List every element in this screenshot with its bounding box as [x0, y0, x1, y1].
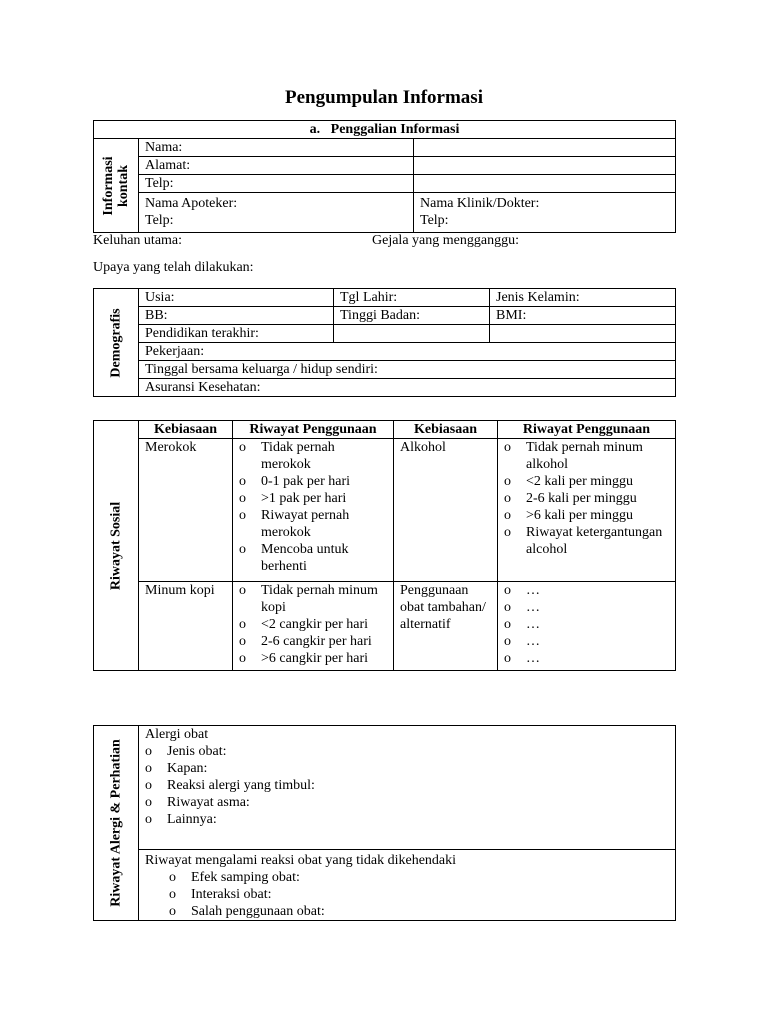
pendidikan-empty-2[interactable] — [490, 325, 676, 343]
alergi-item[interactable]: o Reaksi alergi yang timbul: — [145, 777, 669, 794]
option-item[interactable]: o Tidak pernah minum kopi — [239, 582, 387, 616]
sosial-side-label: Riwayat Sosial — [94, 421, 139, 671]
klinik-field[interactable] — [414, 193, 676, 233]
tinggal-field[interactable]: Tinggal bersama keluarga / hidup sendiri: — [139, 361, 676, 379]
alergi-side-label: Riwayat Alergi & Perhatian — [94, 726, 139, 921]
reaksi-obat-section — [139, 850, 676, 921]
pekerjaan-field[interactable]: Pekerjaan: — [139, 343, 676, 361]
klinik-telp-label: Telp: — [420, 213, 449, 228]
reaksi-item[interactable]: o Efek samping obat: — [169, 869, 669, 886]
telp-value[interactable] — [414, 175, 676, 193]
option-item[interactable]: o 2-6 kali per minggu — [504, 490, 669, 507]
option-item[interactable]: o <2 kali per minggu — [504, 473, 669, 490]
habit-merokok: Merokok — [139, 439, 233, 582]
tinggi-badan-field[interactable]: Tinggi Badan: — [334, 307, 490, 325]
usia-field[interactable]: Usia: — [139, 289, 334, 307]
alergi-item[interactable]: o Lainnya: — [145, 811, 669, 828]
alamat-field[interactable]: Alamat: — [139, 157, 414, 175]
contact-side-label — [94, 139, 139, 233]
nama-field[interactable]: Nama: — [139, 139, 414, 157]
reaksi-item[interactable]: o Salah penggunaan obat: — [169, 903, 669, 920]
header-kebiasaan-2: Kebiasaan — [394, 421, 498, 439]
habit-minum-kopi: Minum kopi — [139, 582, 233, 671]
alergi-item[interactable]: o Jenis obat: — [145, 743, 669, 760]
option-item[interactable]: o Tidak pernah minum alkohol — [504, 439, 669, 473]
apoteker-label: Nama Apoteker: — [145, 196, 238, 211]
option-item[interactable]: o Riwayat pernah merokok — [239, 507, 387, 541]
klinik-label: Nama Klinik/Dokter: — [420, 196, 540, 211]
section-heading — [94, 121, 676, 139]
option-item[interactable]: o <2 cangkir per hari — [239, 616, 387, 633]
alamat-value[interactable] — [414, 157, 676, 175]
habit-alkohol: Alkohol — [394, 439, 498, 582]
tgl-lahir-field[interactable]: Tgl Lahir: — [334, 289, 490, 307]
habit-obat-tambahan: Penggunaan obat tambahan/ alternatif — [394, 582, 498, 671]
telp-field[interactable]: Telp: — [139, 175, 414, 193]
header-riwayat-1: Riwayat Penggunaan — [233, 421, 394, 439]
alergi-item[interactable]: o Kapan: — [145, 760, 669, 777]
section-heading-text: Penggalian Informasi — [330, 122, 460, 137]
demografis-table — [93, 288, 676, 397]
pendidikan-empty-1[interactable] — [334, 325, 490, 343]
option-item[interactable]: o … — [504, 633, 669, 650]
option-item[interactable]: o … — [504, 599, 669, 616]
merokok-options — [233, 439, 394, 582]
apoteker-field[interactable] — [139, 193, 414, 233]
alergi-item[interactable]: o Riwayat asma: — [145, 794, 669, 811]
section-marker: a. — [309, 122, 321, 137]
pendidikan-field[interactable]: Pendidikan terakhir: — [139, 325, 334, 343]
option-item[interactable]: o >6 cangkir per hari — [239, 650, 387, 667]
kopi-options — [233, 582, 394, 671]
asuransi-field[interactable]: Asuransi Kesehatan: — [139, 379, 676, 397]
option-item[interactable]: o … — [504, 650, 669, 667]
nama-value[interactable] — [414, 139, 676, 157]
bb-field[interactable]: BB: — [139, 307, 334, 325]
header-kebiasaan-1: Kebiasaan — [139, 421, 233, 439]
page-title: Pengumpulan Informasi — [285, 87, 483, 108]
option-item[interactable]: o >1 pak per hari — [239, 490, 387, 507]
keluhan-utama-label: Keluhan utama: — [93, 233, 183, 248]
reaksi-item[interactable]: o Interaksi obat: — [169, 886, 669, 903]
alergi-obat-section — [139, 726, 676, 850]
option-item[interactable]: o … — [504, 582, 669, 599]
option-item[interactable]: o Riwayat ketergantungan alcohol — [504, 524, 669, 558]
header-riwayat-2: Riwayat Penggunaan — [498, 421, 676, 439]
bmi-field[interactable]: BMI: — [490, 307, 676, 325]
side-label-line1: Informasi — [101, 155, 116, 216]
option-item[interactable]: o … — [504, 616, 669, 633]
side-label-line2: kontak — [116, 164, 131, 207]
option-item[interactable]: o 0-1 pak per hari — [239, 473, 387, 490]
contact-info-table — [93, 120, 676, 233]
riwayat-sosial-table — [93, 420, 676, 671]
option-item[interactable]: o Mencoba untuk berhenti — [239, 541, 387, 575]
apoteker-telp-label: Telp: — [145, 213, 174, 228]
option-item[interactable]: o >6 kali per minggu — [504, 507, 669, 524]
obat-tambahan-options — [498, 582, 676, 671]
demografis-side-label: Demografis — [94, 289, 139, 397]
jenis-kelamin-field[interactable]: Jenis Kelamin: — [490, 289, 676, 307]
reaksi-obat-heading: Riwayat mengalami reaksi obat yang tidak dikehendaki — [145, 853, 457, 868]
option-item[interactable]: o Tidak pernah merokok — [239, 439, 387, 473]
alergi-obat-heading: Alergi obat — [145, 727, 209, 742]
upaya-label: Upaya yang telah dilakukan: — [93, 260, 254, 275]
riwayat-alergi-table — [93, 725, 676, 921]
option-item[interactable]: o 2-6 cangkir per hari — [239, 633, 387, 650]
gejala-label: Gejala yang mengganggu: — [372, 233, 519, 248]
alkohol-options — [498, 439, 676, 582]
